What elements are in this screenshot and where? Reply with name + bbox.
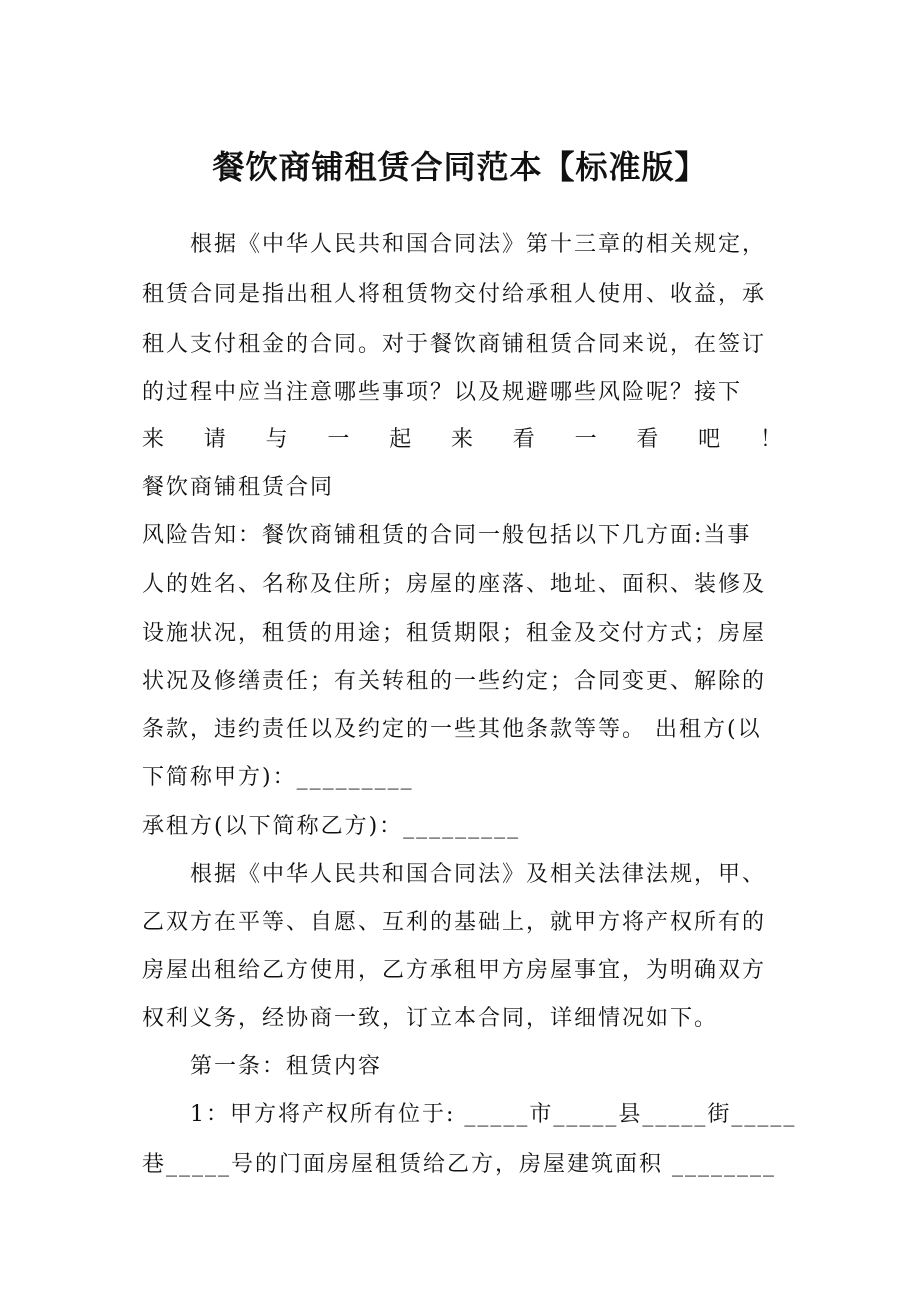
spread-char: 来 [142,427,165,452]
article-heading: 第一条：租赁内容 [190,1054,383,1079]
text-line: 租人支付租金的合同。对于餐饮商铺租赁合同来说，在签订 [142,332,767,357]
text-line: 根据《中华人民共和国合同法》及相关法律法规，甲、 [190,862,767,887]
text-line: 人的姓名、名称及住所；房屋的座落、地址、面积、装修及 [142,572,767,597]
spread-char: 吧 [698,427,721,452]
lessor-field-line: 下简称甲方)：_________ [142,765,414,790]
spread-char: 看 [636,427,659,452]
spread-char: 一 [327,427,350,452]
text-line: 房屋出租给乙方使用，乙方承租甲方房屋事宜，为明确双方 [142,958,767,983]
spread-text-line [142,425,782,455]
spread-char: 请 [203,427,226,452]
text-line: 权利义务，经协商一致，订立本合同，详细情况如下。 [142,1006,719,1031]
spread-char: 看 [512,427,535,452]
lessee-field-line: 承租方(以下简称乙方)：_________ [142,814,521,839]
text-line: 条款，违约责任以及约定的一些其他条款等等。 出租方(以 [142,717,762,742]
text-line: 风险告知：餐饮商铺租赁的合同一般包括以下几方面:当事 [142,523,752,548]
text-line: 状况及修缮责任；有关转租的一些约定；合同变更、解除的 [142,669,767,694]
text-line: 1：甲方将产权所有位于: _____市_____县_____街_____ [190,1102,797,1127]
text-line: 巷_____号的门面房屋租赁给乙方，房屋建筑面积 ________ [142,1152,776,1177]
spread-char: 一 [574,427,597,452]
spread-char: 起 [389,427,412,452]
document-title: 餐饮商铺租赁合同范本【标准版】 [212,148,708,186]
text-line: 的过程中应当注意哪些事项？以及规避哪些风险呢？接下 [142,380,743,405]
spread-char: 来 [450,427,473,452]
text-line: 设施状况，租赁的用途；租赁期限；租金及交付方式；房屋 [142,621,767,646]
spread-char: ！ [759,427,782,452]
text-line: 租赁合同是指出租人将租赁物交付给承租人使用、收益，承 [142,282,767,307]
text-line: 乙双方在平等、自愿、互利的基础上，就甲方将产权所有的 [142,910,767,935]
section-heading: 餐饮商铺租赁合同 [142,475,335,500]
text-line: 根据《中华人民共和国合同法》第十三章的相关规定， [190,232,767,257]
spread-char: 与 [265,427,288,452]
